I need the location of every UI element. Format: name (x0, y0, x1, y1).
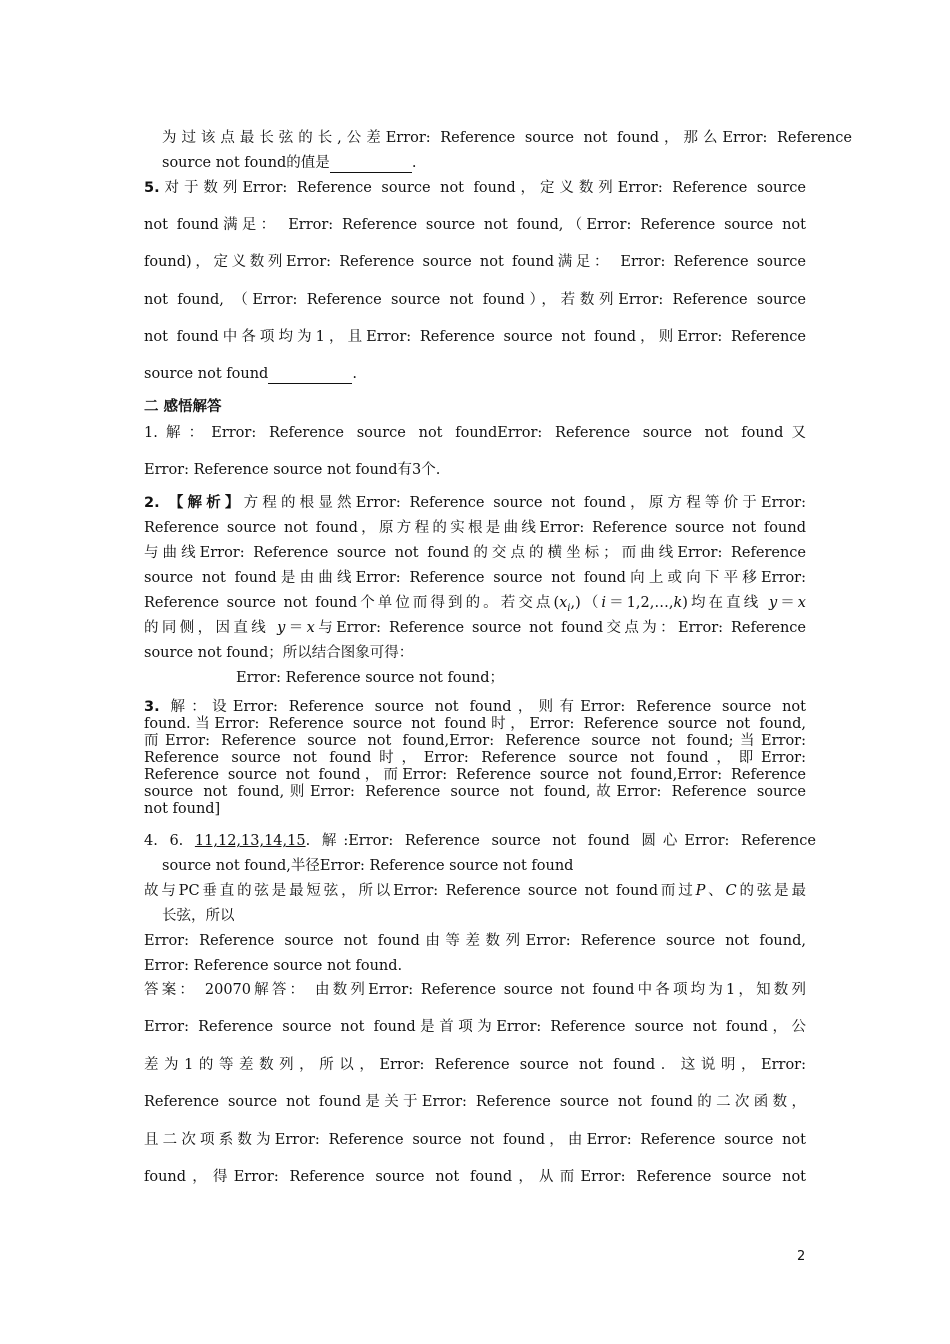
text-run: x (797, 595, 806, 611)
text-line (162, 856, 573, 876)
text-run: 解：设Error: Reference source not found，则有Error: Reference source not (159, 699, 806, 715)
text-run: 为过该点最长弦的长,公差Error: Reference source not found，那么Error: Reference (162, 130, 852, 146)
text-run: found)，定义数列Error: Reference source not found满足： Error: Reference source (144, 254, 806, 270)
text-run: 与Error: Reference source not found交点为：Error: Reference (314, 620, 806, 636)
text-run: 、 (705, 883, 726, 899)
text-line (144, 397, 222, 417)
text-run: Error: Reference source not found由等差数列Error: Reference source not found, (144, 933, 806, 949)
text-run: Error: Reference source not found有3个. (144, 462, 441, 478)
text-line (144, 931, 806, 951)
text-line (144, 493, 806, 513)
text-run: 对于数列Error: Reference source not found，定义数列Error: Reference source (159, 180, 806, 196)
text-run: 1.解：Error: Reference source not foundError: Reference source not found又 (144, 425, 806, 441)
text-run: 4. 6. (144, 833, 195, 849)
text-run: Reference source not found是关于Error: Reference source not found的二次函数， (144, 1094, 806, 1110)
text-run: 的弦是最 (736, 883, 807, 899)
text-line (144, 1167, 806, 1187)
text-run: ,)（ (570, 595, 602, 611)
answer-blank (330, 158, 412, 173)
text-run: 与曲线Error: Reference source not found的交点的横坐标；而曲线Error: Reference (144, 545, 806, 561)
text-run: not found中各项均为1，且Error: Reference source not found，则Error: Reference (144, 329, 806, 345)
text-line (162, 906, 235, 926)
text-run: Error: Reference source not found. (144, 958, 403, 974)
heading-text: 5. (144, 180, 160, 196)
answer-blank (268, 369, 352, 384)
text-line (144, 1092, 806, 1112)
text-line (144, 215, 806, 235)
text-line (144, 831, 816, 851)
text-line (144, 1130, 806, 1150)
text-line (144, 460, 440, 480)
text-line (162, 153, 416, 173)
text-run: ＝ (777, 595, 798, 611)
text-line (144, 1055, 806, 1075)
text-run: i (601, 595, 607, 611)
text-line (236, 668, 504, 688)
text-run: source not found是由曲线Error: Reference source not found向上或向下平移Error: (144, 570, 806, 586)
text-run: found.当Error: Reference source not found时，Error: Reference source not found, (144, 716, 806, 732)
text-run: 11,12,13,14,15 (194, 833, 306, 849)
text-run: ＝1,2,…, (606, 595, 674, 611)
text-run: 长弦，所以 (162, 908, 235, 924)
text-run: 故与PC垂直的弦是最短弦，所以Error: Reference source not found而过 (144, 883, 696, 899)
text-run: y (768, 595, 778, 611)
text-run: not found满足： Error: Reference source not found,（Error: Reference source not (144, 217, 806, 233)
text-line (144, 252, 806, 272)
text-run: y (277, 620, 286, 636)
text-line (144, 799, 220, 819)
text-run: x (559, 595, 568, 611)
text-line (144, 956, 402, 976)
text-run: 差为1的等差数列，所以，Error: Reference source not found．这说明，Error: (144, 1057, 806, 1073)
text-run: P (695, 883, 706, 899)
text-run: Error: Reference source not found； (236, 670, 505, 686)
text-run: i (567, 602, 571, 614)
text-run: . 解:Error: Reference source not found 圆心Error: Reference (305, 833, 816, 849)
text-line (144, 543, 806, 563)
heading-text: 二 感悟解答 (144, 399, 222, 415)
text-run: Error: Reference source not found是首项为Error: Reference source not found，公 (144, 1019, 806, 1035)
text-line (162, 128, 852, 148)
heading-text: 2. 【解析】 (144, 495, 244, 511)
text-run: . (352, 366, 357, 382)
text-line (144, 423, 806, 443)
text-run: . (411, 155, 417, 171)
heading-text: 3. (144, 699, 160, 715)
text-run: source not found,半径Error: Reference source not found (162, 858, 574, 874)
text-line (144, 593, 806, 619)
text-run: 的同侧，因直线 (144, 620, 278, 636)
text-line (144, 618, 806, 638)
text-run: ＝ (285, 620, 307, 636)
text-line (144, 364, 357, 384)
text-run: 答案： 20070解答： 由数列Error: Reference source not found中各项均为1，知数列 (144, 982, 806, 998)
text-line (144, 782, 806, 802)
text-run: C (725, 883, 737, 899)
text-run: Reference source not found时，Error: Reference source not found，即Error: (144, 750, 806, 766)
text-run: 而Error: Reference source not found,Error: Reference source not found;当Error: (144, 733, 806, 749)
text-line (144, 980, 806, 1000)
text-run: x (306, 620, 315, 636)
text-line (144, 881, 806, 901)
text-run: not found, （Error: Reference source not found），若数列Error: Reference source (144, 292, 806, 308)
text-run: found，得Error: Reference source not found，从而Error: Reference source not (144, 1169, 806, 1185)
text-run: source not found,则Error: Reference source not found,故Error: Reference source (144, 784, 806, 800)
text-run: source not found的值是 (162, 155, 330, 171)
text-run: not found] (144, 801, 221, 817)
text-run: k (673, 595, 683, 611)
text-line (144, 1017, 806, 1037)
text-run: 方程的根显然Error: Reference source not found，原方程等价于Error: (243, 495, 806, 511)
text-line (144, 568, 806, 588)
text-run: Reference source not found，原方程的实根是曲线Error: Reference source not found (144, 520, 806, 536)
text-run: source not found；所以结合图象可得： (144, 645, 414, 661)
text-line (144, 643, 413, 663)
text-line (144, 518, 806, 538)
text-line (144, 290, 806, 310)
text-run: source not found (144, 366, 269, 382)
page-number: 2 (797, 1249, 806, 1264)
text-line (144, 327, 806, 347)
text-run: )均在直线 (682, 595, 769, 611)
text-run: Reference source not found，而Error: Reference source not found,Error: Reference (144, 767, 806, 783)
text-run: Reference source not found个单位而得到的。若交点( (144, 595, 560, 611)
text-line (144, 178, 806, 198)
text-run: 且二次项系数为Error: Reference source not found，由Error: Reference source not (144, 1132, 806, 1148)
